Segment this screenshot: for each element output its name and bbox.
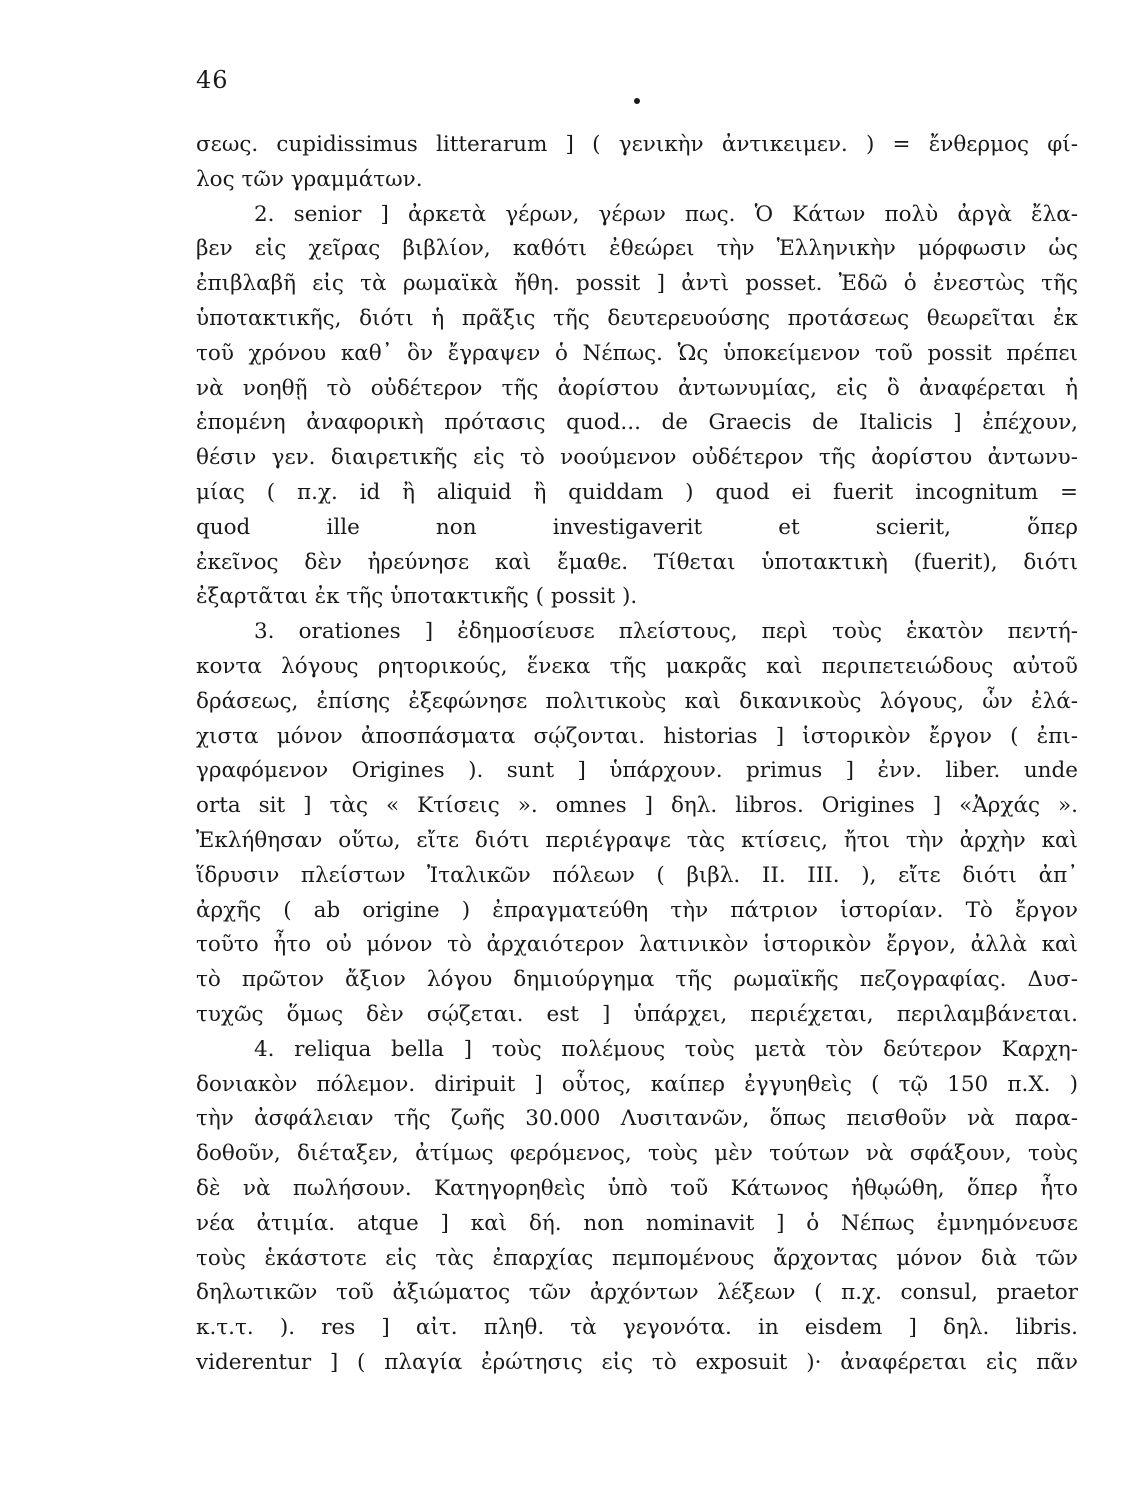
text-line: ἵδρυσιν πλείστων Ἰταλικῶν πόλεων ( βιβλ. II. III. ), εἴτε διότι ἀπ᾽ xyxy=(196,862,1078,888)
text-line: quod ille non investigaverit et scierit, ὅπερ xyxy=(196,514,1078,540)
text-line: κ.τ.τ. ). res ] αἰτ. πληθ. τὰ γεγονότα. in eisdem ] δηλ. libris. xyxy=(196,1315,1078,1341)
text-line: τοῦ χρόνου καθ᾽ ὃν ἔγραψεν ὁ Νέπως. Ὡς ὑποκείμενον τοῦ possit πρέπει xyxy=(196,340,1078,366)
text-line: σεως. cupidissimus litterarum ] ( γενικὴν ἀντικειμεν. ) = ἔνθερμος φί- xyxy=(196,132,1078,157)
text-line: τὴν ἀσφάλειαν τῆς ζωῆς 30.000 Λυσιτανῶν, ὅπως πεισθοῦν νὰ παρα- xyxy=(196,1106,1078,1132)
page-number: 46 xyxy=(196,66,229,94)
print-speck xyxy=(634,98,640,104)
text-line: viderentur ] ( πλαγία ἐρώτησις εἰς τὸ exposuit )· ἀναφέρεται εἰς πᾶν xyxy=(196,1349,1078,1375)
text-line: δὲ νὰ πωλήσουν. Κατηγορηθεὶς ὑπὸ τοῦ Κάτωνος ἠθῳώθη, ὅπερ ἦτο xyxy=(196,1175,1078,1201)
text-line: δονιακὸν πόλεμον. diripuit ] οὗτος, καίπερ ἐγγυηθεὶς ( τῷ 150 π.Χ. ) xyxy=(196,1071,1078,1097)
text-line: 3. orationes ] ἐδημοσίευσε πλείστους, περὶ τοὺς ἑκατὸν πεντή- xyxy=(254,619,1078,645)
text-line: ὑποτακτικῆς, διότι ἡ πρᾶξις τῆς δευτερευούσης προτάσεως θεωρεῖται ἐκ xyxy=(196,305,1078,331)
text-line: χιστα μόνον ἀποσπάσματα σῴζονται. historias ] ἱστορικὸν ἔργον ( ἐπι- xyxy=(196,723,1078,749)
text-line: ἐπιβλαβῆ εἰς τὰ ρωμαϊκὰ ἤθη. possit ] ἀντὶ posset. Ἐδῶ ὁ ἐνεστὼς τῆς xyxy=(196,271,1078,297)
text-line: δοθοῦν, διέταξεν, ἀτίμως φερόμενος, τοὺς μὲν τούτων νὰ σφάξουν, τοὺς xyxy=(196,1141,1078,1167)
text-line: βεν εἰς χεῖρας βιβλίον, καθότι ἐθεώρει τὴν Ἑλληνικὴν μόρφωσιν ὡς xyxy=(196,236,1078,262)
text-line: λος τῶν γραμμάτων. xyxy=(196,166,423,192)
text-line: ἑπομένη ἀναφορικὴ πρότασις quod... de Graecis de Italicis ] ἐπέχουν, xyxy=(196,410,1078,436)
text-line: orta sit ] τὰς « Κτίσεις ». omnes ] δηλ. libros. Origines ] «Ἀρχάς ». xyxy=(196,793,1078,819)
text-line: τὸ πρῶτον ἄξιον λόγου δημιούργημα τῆς ρωμαϊκῆς πεζογραφίας. Δυσ- xyxy=(196,967,1078,993)
text-line: μίας ( π.χ. id ἢ aliquid ἢ quiddam ) quod ei fuerit incognitum = xyxy=(196,479,1078,505)
text-line: δράσεως, ἐπίσης ἐξεφώνησε πολιτικοὺς καὶ δικανικοὺς λόγους, ὧν ἐλά- xyxy=(196,688,1078,714)
text-line: 2. senior ] ἀρκετὰ γέρων, γέρων πως. Ὁ Κάτων πολὺ ἀργὰ ἔλα- xyxy=(254,201,1078,227)
text-line: θέσιν γεν. διαιρετικῆς εἰς τὸ νοούμενον οὐδέτερον τῆς ἀορίστου ἀντωνυ- xyxy=(196,445,1078,471)
text-line: 4. reliqua bella ] τοὺς πολέμους τοὺς μετὰ τὸν δεύτερον Καρχη- xyxy=(254,1036,1078,1062)
text-line: γραφόμενον Origines ). sunt ] ὑπάρχουν. primus ] ἐνν. liber. unde xyxy=(196,758,1078,784)
text-line: τοῦτο ἦτο οὐ μόνον τὸ ἀρχαιότερον λατινικὸν ἱστορικὸν ἔργον, ἀλλὰ καὶ xyxy=(196,932,1078,958)
text-line: ἐξαρτᾶται ἐκ τῆς ὑποτακτικῆς ( possit ). xyxy=(196,584,638,610)
text-line: ἀρχῆς ( ab origine ) ἐπραγματεύθη τὴν πάτριον ἱστορίαν. Τὸ ἔργον xyxy=(196,897,1078,923)
text-line: νὰ νοηθῇ τὸ οὐδέτερον τῆς ἀορίστου ἀντωνυμίας, εἰς ὃ ἀναφέρεται ἡ xyxy=(196,375,1078,401)
text-line: Ἐκλήθησαν οὕτω, εἴτε διότι περιέγραψε τὰς κτίσεις, ἤτοι τὴν ἀρχὴν καὶ xyxy=(196,827,1078,853)
text-line: νέα ἀτιμία. atque ] καὶ δή. non nominavit ] ὁ Νέπως ἐμνημόνευσε xyxy=(196,1210,1078,1236)
text-line: ἐκεῖνος δὲν ἠρεύνησε καὶ ἔμαθε. Τίθεται ὑποτακτικὴ (fuerit), διότι xyxy=(196,549,1078,575)
text-line: κοντα λόγους ρητορικούς, ἕνεκα τῆς μακρᾶς καὶ περιπετειώδους αὐτοῦ xyxy=(196,653,1078,679)
text-line: τοὺς ἑκάστοτε εἰς τὰς ἐπαρχίας πεμπομένους ἄρχοντας μόνον διὰ τῶν xyxy=(196,1245,1078,1271)
text-line: δηλωτικῶν τοῦ ἀξιώματος τῶν ἀρχόντων λέξεων ( π.χ. consul, praetor xyxy=(196,1280,1078,1306)
text-line: τυχῶς ὅμως δὲν σῴζεται. est ] ὑπάρχει, περιέχεται, περιλαμβάνεται. xyxy=(196,1001,1078,1027)
commentary-text xyxy=(196,128,1078,1381)
